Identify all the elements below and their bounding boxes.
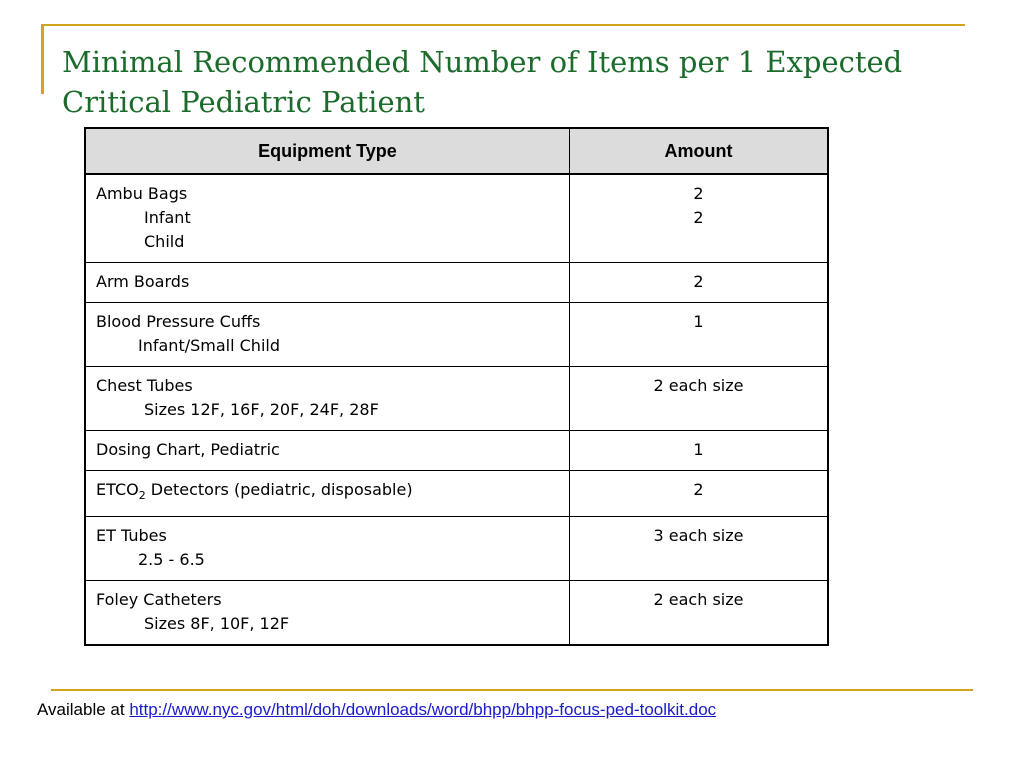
- table-row: [85, 517, 828, 581]
- etco-subscript: 2: [138, 489, 146, 503]
- amount-cell: [569, 263, 828, 303]
- equipment-name: ET Tubes: [96, 526, 167, 546]
- amount-value: 3 each size: [653, 526, 744, 546]
- equipment-cell: [85, 367, 569, 431]
- amount-cell: [569, 581, 828, 646]
- amount-value: 2: [693, 208, 704, 227]
- amount-value: 2: [693, 272, 704, 291]
- equipment-cell: [85, 581, 569, 646]
- equipment-subitem: 2.5 - 6.5: [138, 550, 205, 570]
- source-link[interactable]: http://www.nyc.gov/html/doh/downloads/word/bhpp/bhpp-focus-ped-toolkit.doc: [129, 700, 717, 719]
- etco-prefix: ETCO: [96, 480, 139, 499]
- header-amount: Amount: [569, 128, 828, 174]
- footer-prefix: Available at: [37, 700, 130, 719]
- amount-value: 1: [693, 312, 704, 331]
- table-row: [85, 263, 828, 303]
- amount-cell: [569, 431, 828, 471]
- top-accent-rule: [41, 24, 965, 26]
- equipment-cell: [85, 471, 569, 517]
- equipment-subitem: Sizes 12F, 16F, 20F, 24F, 28F: [144, 400, 379, 419]
- amount-value: 1: [693, 440, 704, 459]
- amount-value: 2 each size: [653, 590, 744, 610]
- amount-cell: [569, 517, 828, 581]
- equipment-name: Blood Pressure Cuffs: [96, 312, 261, 331]
- amount-value: 2: [693, 480, 704, 499]
- equipment-name: Arm Boards: [96, 272, 190, 291]
- table-row: [85, 431, 828, 471]
- table-row: [85, 581, 828, 646]
- source-footer: [37, 700, 716, 720]
- header-equipment-type: Equipment Type: [85, 128, 569, 174]
- vertical-accent-rule: [41, 24, 44, 94]
- amount-value: 2: [693, 184, 704, 203]
- equipment-cell: [85, 303, 569, 367]
- amount-value: 2 each size: [653, 376, 744, 395]
- equipment-cell: [85, 517, 569, 581]
- table-header-row: [85, 128, 828, 174]
- amount-cell: [569, 471, 828, 517]
- slide-title: Minimal Recommended Number of Items per 1 Expected Critical Pediatric Patient: [62, 45, 903, 119]
- equipment-cell: [85, 431, 569, 471]
- equipment-subitem: Infant/Small Child: [138, 336, 280, 355]
- equipment-subitem: Sizes 8F, 10F, 12F: [144, 614, 290, 634]
- equipment-cell: [85, 174, 569, 263]
- equipment-name: Chest Tubes: [96, 376, 193, 395]
- amount-cell: [569, 367, 828, 431]
- etco-suffix: Detectors (pediatric, disposable): [145, 480, 413, 499]
- equipment-name: Ambu Bags: [96, 184, 188, 203]
- amount-cell: [569, 174, 828, 263]
- table-row: [85, 174, 828, 263]
- equipment-name: Foley Catheters: [96, 590, 222, 610]
- bottom-accent-rule: [51, 689, 973, 691]
- equipment-subitem: Infant: [144, 208, 191, 227]
- equipment-cell: [85, 263, 569, 303]
- equipment-subitem: Child: [144, 232, 185, 251]
- equipment-name: Dosing Chart, Pediatric: [96, 440, 280, 459]
- table-row: [85, 303, 828, 367]
- equipment-table: [84, 127, 829, 646]
- equipment-name: [96, 478, 559, 508]
- table-row: [85, 367, 828, 431]
- table-row: [85, 471, 828, 517]
- amount-cell: [569, 303, 828, 367]
